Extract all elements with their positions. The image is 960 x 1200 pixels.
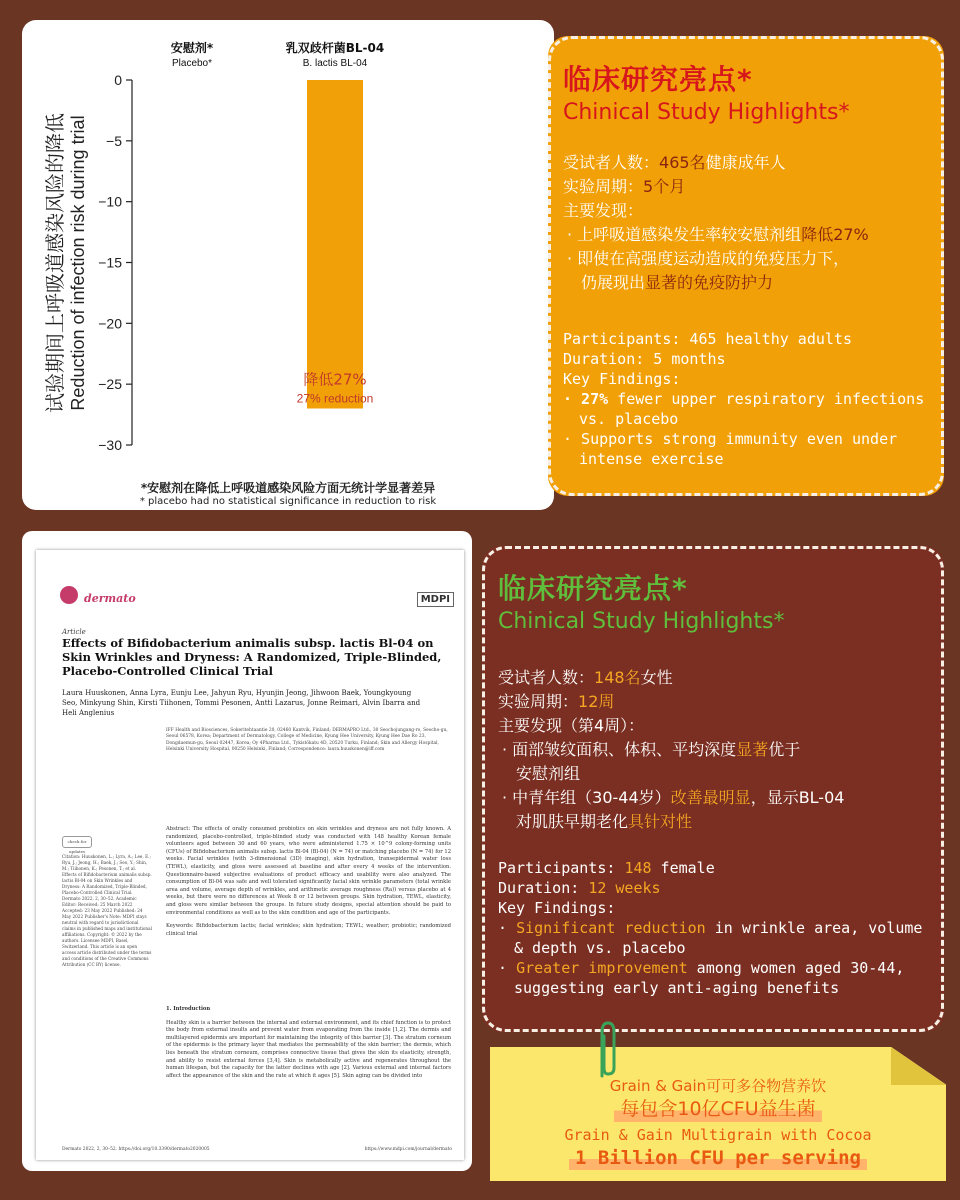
product-name-zh: Grain & Gain可可多谷物营养饮 bbox=[609, 1077, 827, 1095]
top-participants-zh: 受试者人数：465名健康成年人 bbox=[563, 153, 786, 172]
top-finding1-en-line2: vs. placebo bbox=[579, 410, 679, 428]
bottom-participants-en: Participants: 148 female bbox=[498, 859, 715, 877]
top-duration-en: Duration: 5 months bbox=[563, 350, 726, 368]
top-finding1-en: · 27% fewer upper respiratory infections bbox=[563, 390, 925, 408]
bottom-finding1-en: · Significant reduction in wrinkle area, volume bbox=[498, 919, 923, 937]
intro-heading: 1. Introduction bbox=[166, 1006, 211, 1012]
top-findings-label-en: Key Findings: bbox=[563, 370, 681, 388]
highlights-bottom-title-en: Chinical Study Highlights* bbox=[498, 609, 785, 634]
paper-introduction bbox=[166, 1006, 451, 1080]
bar-chart bbox=[22, 20, 554, 510]
bottom-finding2-en: · Greater improvement among women aged 30-44, bbox=[498, 959, 905, 977]
paper-keywords: Keywords: Bifidobacterium lactis; facial wrinkles; skin hydration; TEWL; weather; probiotic; randomized clinical trial bbox=[166, 923, 451, 937]
category-label-zh: 乳双歧杆菌BL-04 bbox=[285, 41, 385, 55]
top-duration-zh: 实验周期：5个月 bbox=[563, 177, 686, 196]
chart-footnote-zh: *安慰剂在降低上呼吸道感染风险方面无统计学显著差异 bbox=[140, 481, 436, 495]
y-tick-label: 0 bbox=[114, 72, 122, 88]
paper-affiliations: IFF Health and Biosciences, Sokeritehtaantie 20, 02460 Kantvik, Finland; DERMAPRO Ltd., 30 Seochojungang-ro, Seocho-gu, Seoul 06578, Korea; Department of Dermatology, College of Medicine, Kyung Hee University, Kyung Hee Dae Ro 23, Dongdaemun-gu, Seoul 02447, Korea; Oy 4Pharma Ltd., Tykistökatu 4D, 20520 Turku, Finland; Skin and Allergy Hospital, Helsinki University Hospital, 00250 Helsinki, Finland; Correspondence: laura.huuskonen@iff.com bbox=[166, 728, 448, 753]
product-name-en: Grain & Gain Multigrain with Cocoa bbox=[564, 1126, 872, 1144]
bottom-finding2-en-line2: suggesting early anti-aging benefits bbox=[514, 979, 840, 997]
top-participants-en: Participants: 465 healthy adults bbox=[563, 330, 852, 348]
publisher-logo: MDPI bbox=[417, 592, 454, 607]
y-axis-label-en: Reduction of infection risk during trial bbox=[68, 115, 88, 411]
bottom-finding1-zh-line2: 安慰剂组 bbox=[516, 764, 581, 783]
paper-footer-right: https://www.mdpi.com/journal/dermato bbox=[364, 1147, 452, 1152]
highlights-top-content bbox=[563, 58, 939, 469]
paperclip-icon bbox=[594, 1020, 622, 1080]
chart-footnote-en: * placebo had no statistical significance in reduction to risk bbox=[139, 496, 437, 507]
bar bbox=[307, 80, 363, 409]
highlights-bottom-content bbox=[498, 567, 938, 998]
y-tick-label: −20 bbox=[98, 315, 122, 332]
research-paper bbox=[36, 550, 464, 1160]
top-finding2-zh: · 即使在高强度运动造成的免疫压力下， bbox=[567, 249, 850, 268]
y-axis-label-zh: 试验期间上呼吸道感染风险的降低 bbox=[43, 113, 67, 413]
bottom-findings-label-en: Key Findings: bbox=[498, 899, 616, 917]
highlights-bottom-title-zh: 临床研究亮点* bbox=[498, 572, 688, 605]
bottom-finding2-zh-line2: 对肌肤早期老化具针对性 bbox=[516, 812, 693, 831]
paper-title: Effects of Bifidobacterium animalis subsp. lactis Bl-04 on Skin Wrinkles and Dryness: A Randomized, Triple-Blinded, Placebo-Controlled Clinical Trial bbox=[62, 636, 442, 678]
journal-logo-icon bbox=[60, 586, 78, 604]
category-label-en: B. lactis BL-04 bbox=[302, 58, 368, 69]
paper-authors: Laura Huuskonen, Anna Lyra, Eunju Lee, Jahyun Ryu, Hyunjin Jeong, Jihwoon Baek, Youngkyoung Seo, Minkyung Shin, Kirsti Tiihonen, Tommi Pesonen, Antti Lazarus, Jonne Reimari, Alvin Ibarra and Heli Anglenius bbox=[62, 689, 421, 717]
y-tick-label: −10 bbox=[98, 193, 122, 210]
bottom-participants-zh: 受试者人数：148名女性 bbox=[498, 668, 673, 687]
paper-abstract-block bbox=[166, 826, 451, 938]
paper-footer-left: Dermato 2022, 2, 30–52. https://doi.org/10.3390/dermato2020005 bbox=[62, 1147, 210, 1152]
category-label-en: Placebo* bbox=[171, 58, 213, 69]
paper-sidebar bbox=[62, 836, 152, 968]
top-findings-label-zh: 主要发现： bbox=[563, 201, 644, 220]
paper-abstract: Abstract: The effects of orally consumed probiotics on skin wrinkles and dryness are not fully known. A randomized, placebo-controlled, triple-blinded study was conducted with 148 healthy Korean female volunteers aged between 30 and 60 years, who were administered 1.75 × 10^9 colony-forming units (CFUs) of Bifidobacterium animalis subsp. lactis Bl-04 (Bl-04) (N = 74) or matching placebo (N = 74) for 12 weeks. Facial wrinkles (with 3-dimensional (3D) imaging), skin hydration, transepidermal water loss (TEWL), elasticity, and gloss were assessed at baseline and after every 4 weeks of the intervention. Questionnaire-based subjective evaluations of product efficacy and usability were also analyzed. The consumption of Bl-04 was safe and well tolerated significantly facial skin wrinkle parameters (total wrinkle area and volume, average depth of wrinkles, and arithmetic average roughness (Ra)) versus placebo at 4 weeks, but there were no differences at Week 8 or 12 between groups. Skin hydration, TEWL, elasticity, and gloss were similar between the groups. In future study designs, special attention should be paid to environmental conditions as well as to the skin condition and age of the participants. bbox=[166, 826, 451, 916]
highlights-top-title-zh: 临床研究亮点* bbox=[563, 63, 753, 96]
bottom-duration-zh: 实验周期：12周 bbox=[498, 692, 615, 711]
y-tick-label: −30 bbox=[98, 437, 122, 453]
article-type: Article bbox=[62, 628, 86, 636]
bottom-finding2-zh: · 中青年组（30-44岁）改善最明显，显示BL-04 bbox=[502, 788, 845, 807]
intro-text: Healthy skin is a barrier between the internal and external environment, and its chief function is to protect the body from external insults and prevent water from evaporating from the inside [1,2]. The dermis and multilayered epidermis are important for maintaining the integrity of this barrier [3]. The stratum corneum of the epidermis is the primary layer that mediates the permeability of the skin barrier; the dermis, which lies beneath the stratum corneum, comprises connective tissue that gives the skin its elasticity, strength, and ability to resist external forces [3,4]. Skin is metabolically active and regenerates throughout the human lifespan, but the capacity for the latter declines with age [2]. Various external and internal factors affect the appearance of the skin and the rate at which it ages [5]. Skin aging can be divided into bbox=[166, 1019, 451, 1079]
bottom-finding1-en-line2: & depth vs. placebo bbox=[514, 939, 686, 957]
journal-name: dermato bbox=[84, 592, 136, 605]
top-finding2-zh-line2: 仍展现出显著的免疫防护力 bbox=[581, 273, 774, 292]
top-finding2-en: · Supports strong immunity even under bbox=[563, 430, 898, 448]
paper-citation: Citation: Huuskonen, L.; Lyra, A.; Lee, E.; Ryu, J.; Jeong, H.; Baek, J.; Seo, Y.; Shin, M.; Tiihonen, K.; Pesonen, T.; et al. Effects of Bifidobacterium animalis subsp. lactis Bl-04 on Skin Wrinkles and Dryness: A Randomized, Triple-Blinded, Placebo-Controlled Clinical Trial. Dermato 2022, 2, 30–52. Academic Editor: Received: 25 March 2022 Accepted: 23 May 2022 Published: 24 May 2022 Publisher's Note: MDPI stays neutral with regard to jurisdictional claims in published maps and institutional affiliations. Copyright: © 2022 by the authors. Licensee MDPI, Basel, Switzerland. This article is an open access article distributed under the terms and conditions of the Creative Commons Attribution (CC BY) license. bbox=[62, 854, 152, 967]
product-cfu-en: 1 Billion CFU per serving bbox=[569, 1146, 867, 1170]
product-cfu-zh: 每包含10亿CFU益生菌 bbox=[614, 1096, 821, 1122]
top-finding1-zh: · 上呼吸道感染发生率较安慰剂组降低27% bbox=[567, 225, 869, 244]
bar-data-label-zh: 降低27% bbox=[303, 370, 367, 389]
paper-footer bbox=[62, 1147, 452, 1152]
bottom-findings-label-zh: 主要发现（第4周）： bbox=[498, 716, 645, 735]
highlights-top-title-en: Chinical Study Highlights* bbox=[563, 100, 850, 125]
bar-data-label-en: 27% reduction bbox=[296, 391, 374, 406]
top-finding2-en-line2: intense exercise bbox=[579, 450, 724, 468]
y-tick-label: −15 bbox=[98, 254, 122, 271]
chart-card bbox=[22, 20, 554, 510]
y-tick-label: −5 bbox=[106, 132, 122, 149]
y-tick-label: −25 bbox=[98, 376, 122, 393]
bottom-duration-en: Duration: 12 weeks bbox=[498, 879, 661, 897]
category-label-zh: 安慰剂* bbox=[170, 41, 214, 55]
bottom-finding1-zh: · 面部皱纹面积、体积、平均深度显著优于 bbox=[502, 740, 801, 759]
product-note-text bbox=[490, 1076, 946, 1170]
check-updates-badge: check for updates bbox=[62, 836, 92, 848]
